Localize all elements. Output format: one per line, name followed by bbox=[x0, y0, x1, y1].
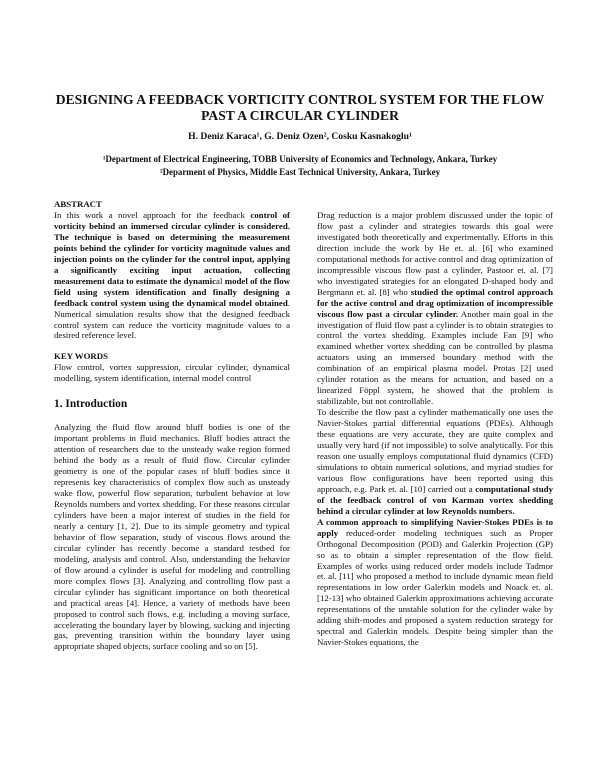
abstract-bold-2: model of the flow field using system identification and finally designing a feedback control system using the dynamical model obtained bbox=[54, 275, 291, 308]
introduction-paragraph: Analyzing the fluid flow around bluff bodies is one of the important problems in fluid mechanics. Bluff bodies attract the attention of researchers due to the unsteady wake region formed behind the body as a result of fluid flow. Circular cylinder geometry is one of the popular cases of bluff bodies since it represents key characteristics of complex flow such as unsteady wake flow, powerful flow separation, turbulent behavior at low Reynolds numbers and vortex shedding. For these reasons circular cylinders have been a major interest of studies in the field for nearly a century [1, 2]. Due to its simple geometry and typical behavior of flow separation, study of viscous flows around the circular cylinder has recently become a standard testbed for modeling, analysis and control. Also, understanding the behavior of flow around a cylinder is useful for modeling and controlling more complex flows [3]. Analyzing and controlling flow past a circular cylinder has significant importance on both theoretical and practical areas [4]. Hence, a variety of methods have been proposed to control such flows, e.g. including a moving surface, accelerating the boundary layer by blowing, sucking and injecting gas, preventing transition within the boundary layer using appropriate shaped objects, surface cooling and so on [5]. bbox=[54, 422, 290, 652]
right-paragraph-2 bbox=[317, 407, 553, 517]
keywords-heading: KEY WORDS bbox=[54, 351, 109, 362]
right-p1-part-c: Another main goal in the investigation of fluid flow past a cylinder is to obtain strategies to control the vortex shedding. Examples include Fan [9] who examined whether vortex shedding can be controlled by plasma actuators using an immersed boundary method with the combination of an empirical plasma model. Protas [2] used cylinder rotation as the means for actuation, and based on a linearized Föppl system, he showed that the problem is stabilizable, but not controllable. bbox=[317, 308, 553, 407]
right-p2-bold: computational study of the feedback control of von Karman vortex shedding behind a circular cylinder at low Reynolds numbers. bbox=[317, 483, 553, 516]
affiliations bbox=[40, 153, 560, 179]
introduction-heading: 1. Introduction bbox=[54, 398, 128, 411]
affiliation-1: ¹Department of Electrical Engineering, TOBB University of Economics and Technology, Ankara, Turkey bbox=[102, 154, 498, 164]
right-p3-part-b: reduced-order modeling techniques such as Proper Orthogonal Decomposition (POD) and Galerkin Projection (GP) so as to obtain a simpler representation of the flow field. Examples of works using reduced order models include Tadmor et. al. [11] who proposed a method to include dynamic mean field representations in low order Galerkin models and Noack et. al. [12-13] who obtained Galerkin approximations achieving accurate representations of the unstable solution for the cylinder wake by adding shift-modes and proposed a system reduction strategy for spectral and Galerkin models. Despite being simpler than the Navier-Stokes equations, the bbox=[317, 527, 553, 648]
keywords-text: Flow control, vortex suppression, circular cylinder, dynamical modelling, system identification, internal model control bbox=[54, 362, 290, 384]
abstract-part-2: al bbox=[216, 275, 225, 286]
abstract-heading: ABSTRACT bbox=[54, 199, 102, 209]
abstract-part-3: . Numerical simulation results show that the designed feedback control system can reduce the vorticity magnitude values to a desired reference level. bbox=[54, 297, 290, 341]
right-column bbox=[317, 210, 553, 648]
abstract-part-1: In this work a novel approach for the feedback bbox=[54, 210, 251, 220]
paper-title: DESIGNING A FEEDBACK VORTICITY CONTROL SYSTEM FOR THE FLOW PAST A CIRCULAR CYLINDER bbox=[55, 92, 545, 123]
abstract-bold-1: control of vorticity behind an immersed circular cylinder is considered. The technique is based on determining the measurement points behind the cylinder for vorticity magnitude values and injection points on the cylinder for the control input, applying a significantly exciting input actuation, collecting measurement data to estimate the dynamic bbox=[54, 210, 290, 286]
right-p1-part-a: Drag reduction is a major problem discussed under the topic of flow past a cylinder and strategies towards this goal were investigated both theoretically and experimentally. Efforts in this direction include the work by He et. al. [6] who examined computational methods for active control and drag optimization of incompressible viscous flow past a cylinder, Pastoor et. al. [7] who investigated strategies for an elongated D-shaped body and Bergmann et. al. [8] who bbox=[317, 210, 553, 297]
right-paragraph-1 bbox=[317, 210, 553, 407]
right-p3-bold: A common approach to simplifying Navier-Stokes PDEs is to apply bbox=[317, 516, 553, 538]
authors-line: H. Deniz Karaca¹, G. Deniz Ozen², Cosku Kasnakoglu¹ bbox=[188, 131, 412, 142]
abstract-text bbox=[54, 210, 290, 341]
affiliation-2: ²Deparment of Physics, Middle East Technical University, Ankara, Turkey bbox=[159, 167, 441, 177]
right-p1-bold: studied the optimal control approach for the active control and drag optimization of incompressible viscous flow past a circular cylinder. bbox=[317, 286, 553, 319]
left-column bbox=[54, 199, 290, 652]
right-p2-part-a: To describe the flow past a cylinder mathematically one uses the Navier-Stokes partial differential equations (PDEs). Although these equations are very accurate, they are quite complex and usually very hard (if not impossible) to solve analytically. For this reason one usually employs computational fluid dynamics (CFD) simulations to obtain numerical solutions, and myriad studies for various flow configurations have been reported using this approach, e.g. Park et. al. [10] carried out a bbox=[317, 407, 553, 494]
right-paragraph-3 bbox=[317, 517, 553, 648]
